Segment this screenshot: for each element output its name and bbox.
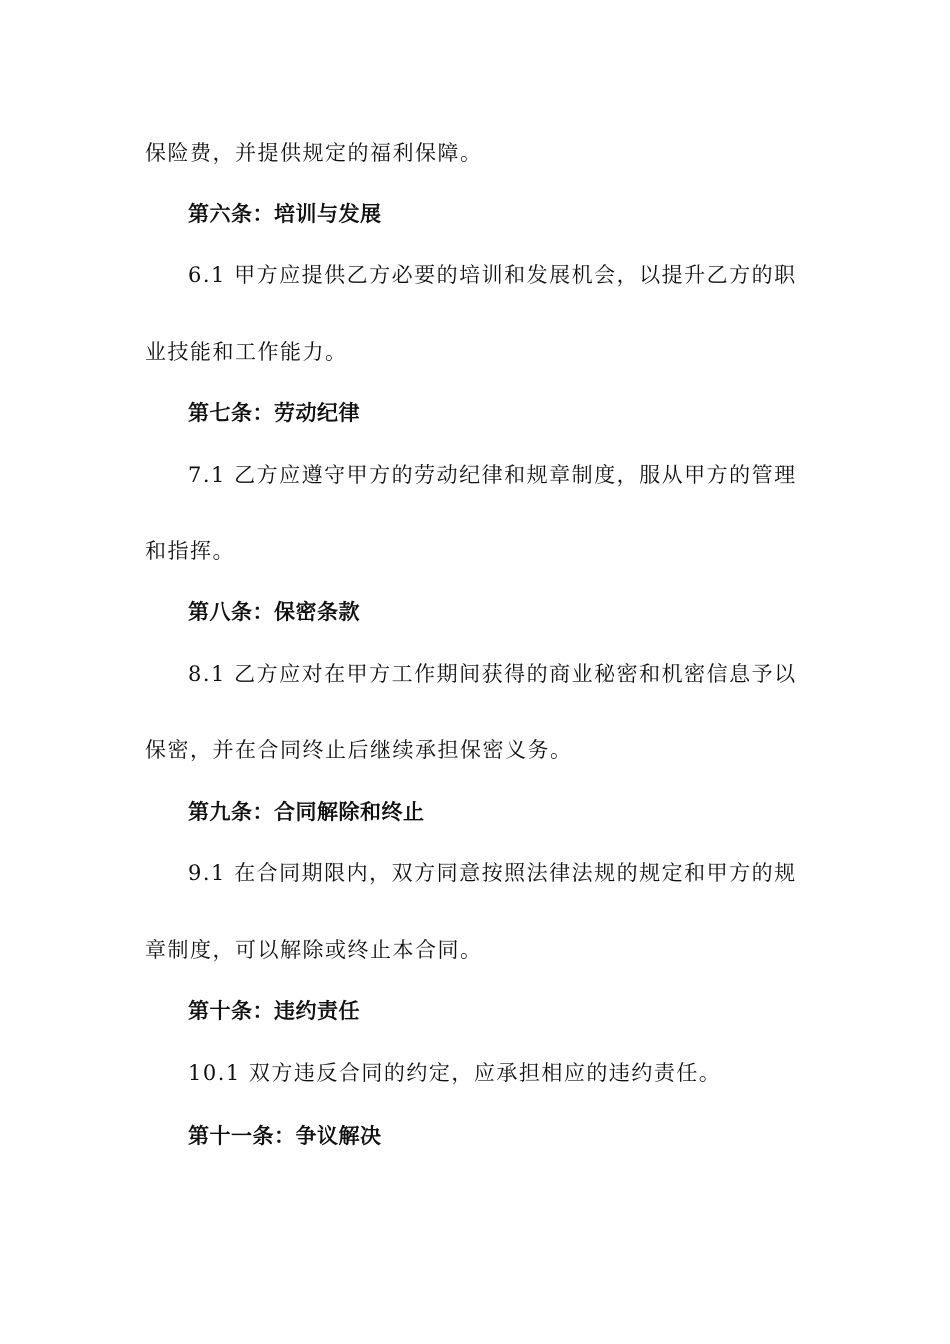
paragraph-line: 保险费，并提供规定的福利保障。 (145, 141, 483, 165)
article-heading: 第六条：培训与发展 (188, 202, 382, 226)
article-heading: 第八条：保密条款 (188, 600, 360, 624)
paragraph-line: 8.1 乙方应对在甲方工作期间获得的商业秘密和机密信息予以 (188, 662, 797, 686)
paragraph-line: 保密，并在合同终止后继续承担保密义务。 (145, 738, 573, 762)
article-heading: 第十条：违约责任 (188, 999, 360, 1023)
paragraph-line: 9.1 在合同期限内，双方同意按照法律法规的规定和甲方的规 (188, 861, 797, 885)
article-heading: 第七条：劳动纪律 (188, 401, 360, 425)
paragraph-line: 业技能和工作能力。 (145, 340, 348, 364)
paragraph-line: 10.1 双方违反合同的约定，应承担相应的违约责任。 (188, 1061, 722, 1085)
paragraph-line: 7.1 乙方应遵守甲方的劳动纪律和规章制度，服从甲方的管理 (188, 463, 797, 487)
article-heading: 第十一条：争议解决 (188, 1124, 382, 1148)
paragraph-line: 章制度，可以解除或终止本合同。 (145, 938, 483, 962)
paragraph-line: 和指挥。 (145, 539, 235, 563)
article-heading: 第九条：合同解除和终止 (188, 800, 425, 824)
paragraph-line: 6.1 甲方应提供乙方必要的培训和发展机会，以提升乙方的职 (188, 263, 797, 287)
